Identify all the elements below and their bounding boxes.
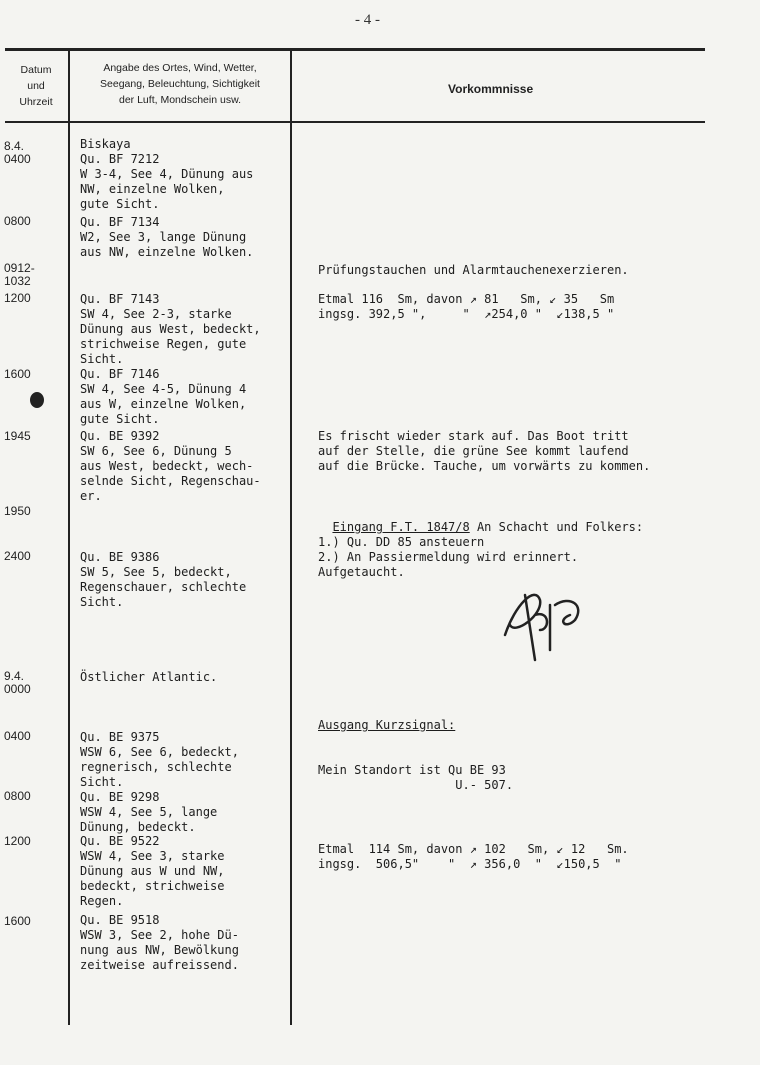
page-number: - 4 - (355, 12, 380, 28)
event-entry: Prüfungstauchen und Alarmtauchenexerzieren. (318, 263, 629, 277)
time-entry: 1200 (4, 291, 31, 305)
top-rule (5, 48, 705, 51)
event-text: An Schacht und Folkers: 1.) Qu. DD 85 ansteuern 2.) An Passiermeldung wird erinnert. Aufgetaucht. (318, 520, 644, 579)
event-entry: Etmal 114 Sm, davon ↗ 102 Sm, ↙ 12 Sm. ingsg. 506,5" " ↗ 356,0 " ↙150,5 " (318, 842, 629, 871)
event-entry (318, 505, 748, 580)
event-text: Mein Standort ist Qu BE 93 U.- 507. (318, 763, 514, 792)
time-entry: 0400 (4, 729, 31, 743)
place-entry: Qu. BF 7134 W2, See 3, lange Dünung aus NW, einzelne Wolken. (80, 215, 254, 259)
event-heading: Eingang F.T. 1847/8 (332, 520, 470, 534)
event-entry: Es frischt wieder stark auf. Das Boot tritt auf der Stelle, die grüne See kommt laufend auf die Brücke. Tauche, um vorwärts zu kommen. (318, 429, 651, 473)
time-entry: 1950 (4, 504, 31, 518)
place-entry: Qu. BE 9392 SW 6, See 6, Dünung 5 aus West, bedeckt, wech- selnde Sicht, Regenschau- er. (80, 429, 261, 503)
place-entry: Qu. BE 9518 WSW 3, See 2, hohe Dü- nung aus NW, Bewölkung zeitweise aufreissend. (80, 913, 239, 972)
header-bottom-rule (5, 121, 705, 123)
time-entry: 0912- 1032 (4, 261, 35, 288)
column-divider-1 (68, 50, 70, 1025)
time-entry: 0800 (4, 214, 31, 228)
header-date-time: Datum und Uhrzeit (19, 64, 53, 108)
place-entry: Qu. BE 9298 WSW 4, See 5, lange Dünung, bedeckt. (80, 790, 218, 834)
time-entry: 0800 (4, 789, 31, 803)
event-entry: Etmal 116 Sm, davon ↗ 81 Sm, ↙ 35 Sm ingsg. 392,5 ", " ↗254,0 " ↙138,5 " (318, 292, 615, 321)
header-events: Vorkommnisse (448, 82, 534, 96)
time-entry: 9.4. 0000 (4, 669, 31, 696)
time-entry: 2400 (4, 549, 31, 563)
place-entry: Qu. BE 9375 WSW 6, See 6, bedeckt, regnerisch, schlechte Sicht. (80, 730, 239, 789)
signature (495, 575, 595, 679)
handwritten-signature-icon (495, 575, 595, 675)
time-entry: 1600 (4, 914, 31, 928)
place-entry: Qu. BE 9522 WSW 4, See 3, starke Dünung aus W und NW, bedeckt, strichweise Regen. (80, 834, 225, 908)
place-entry: Qu. BF 7143 SW 4, See 2-3, starke Dünung aus West, bedeckt, strichweise Regen, gute Sicht. (80, 292, 261, 366)
place-entry: Östlicher Atlantic. (80, 670, 218, 684)
time-entry: 1945 (4, 429, 31, 443)
event-entry (318, 688, 748, 808)
place-entry: Biskaya Qu. BF 7212 W 3-4, See 4, Dünung aus NW, einzelne Wolken, gute Sicht. (80, 137, 254, 211)
place-entry: Qu. BE 9386 SW 5, See 5, bedeckt, Regenschauer, schlechte Sicht. (80, 550, 247, 609)
time-entry: 1200 (4, 834, 31, 848)
header-location-weather: Angabe des Ortes, Wind, Wetter, Seegang, Beleuchtung, Sichtigkeit der Luft, Mondschein usw. (100, 62, 260, 106)
event-heading: Ausgang Kurzsignal: (318, 718, 456, 732)
place-entry: Qu. BF 7146 SW 4, See 4-5, Dünung 4 aus W, einzelne Wolken, gute Sicht. (80, 367, 247, 426)
time-entry: 8.4. 0400 (4, 139, 31, 166)
ink-blot (30, 392, 44, 408)
time-entry: 1600 (4, 367, 31, 381)
